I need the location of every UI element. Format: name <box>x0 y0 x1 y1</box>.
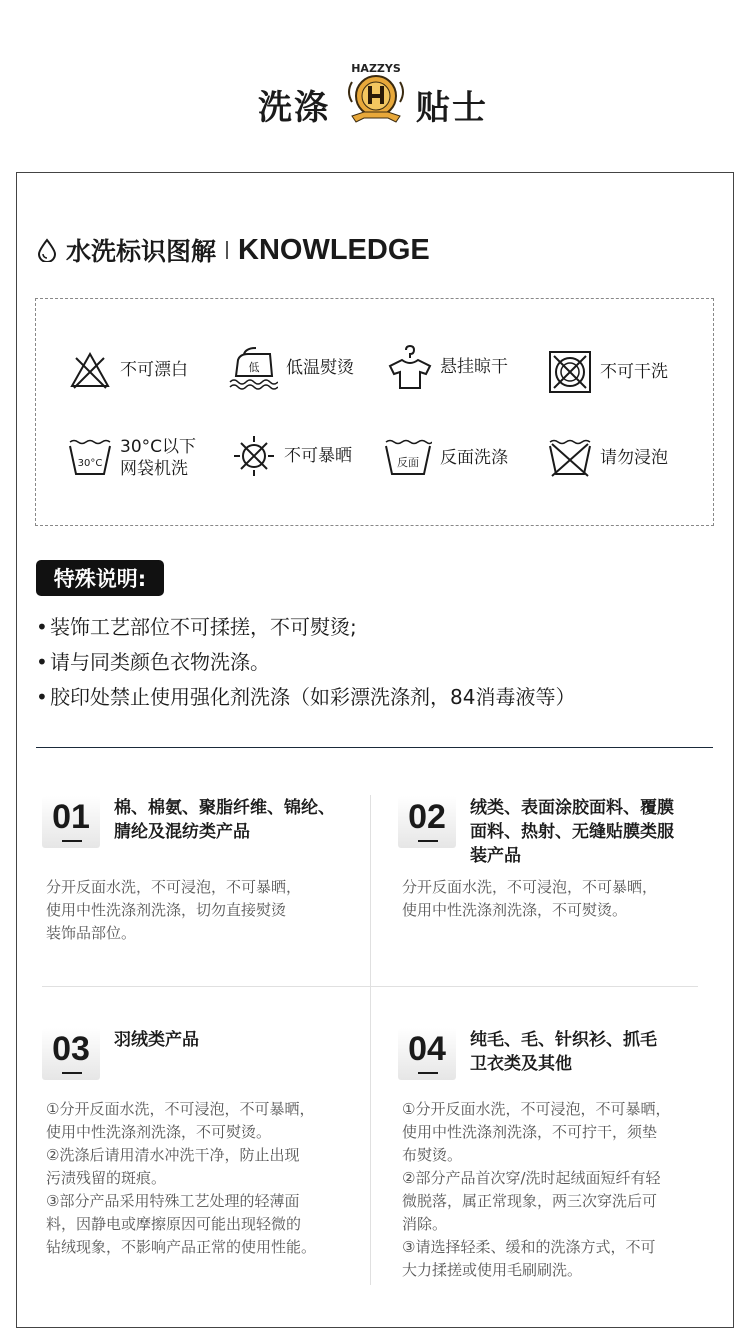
card-body-line: ③请选择轻柔、缓和的洗涤方式，不可 <box>402 1238 656 1256</box>
legend-item-no-soak <box>548 438 668 478</box>
card-number: 04 <box>408 1030 446 1068</box>
card-body-line: 使用中性洗涤剂洗涤，不可拧干，须垫 <box>402 1123 658 1141</box>
grid-horizontal-divider <box>42 986 698 987</box>
section-divider <box>36 747 713 748</box>
no-soak-icon <box>548 438 592 478</box>
card-body-line: 污渍残留的斑痕。 <box>46 1169 167 1187</box>
brand-text: HAZZYS <box>351 62 401 75</box>
special-notes-label: 特殊说明: <box>36 560 164 596</box>
card-body-line: 消除。 <box>402 1215 448 1233</box>
care-card-01 <box>42 796 352 976</box>
card-body-line: 微脱落，属正常现象，两三次穿洗后可 <box>402 1192 658 1210</box>
card-title-line: 面料、热射、无缝贴膜类服 <box>470 822 674 842</box>
legend-item-no-bleach <box>68 350 188 390</box>
section-title <box>36 232 430 268</box>
card-body-line: 装饰品部位。 <box>46 924 137 942</box>
card-body <box>402 1098 702 1282</box>
card-body-line: ②洗涤后请用清水冲洗干净，防止出现 <box>46 1146 300 1164</box>
low-iron-mark: 低 <box>248 361 260 374</box>
special-notes-list <box>36 610 575 715</box>
card-number-badge <box>398 1028 456 1080</box>
card-body-line: 分开反面水洗，不可浸泡，不可暴晒， <box>402 878 658 896</box>
card-body <box>46 1098 346 1259</box>
no-soak-label: 请勿浸泡 <box>600 448 668 468</box>
list-item: • 请与同类颜色衣物洗涤。 <box>36 650 270 674</box>
card-title-line: 纯毛、毛、针织衫、抓毛 <box>470 1030 657 1050</box>
wash-inside-out-icon <box>384 438 432 478</box>
grid-vertical-divider <box>370 795 371 1285</box>
page-header <box>0 0 750 172</box>
iron-low-icon <box>226 346 278 390</box>
card-number: 03 <box>52 1030 90 1068</box>
bullet-text: 胶印处禁止使用强化剂洗涤（如彩漂洗涤剂，84消毒液等） <box>50 685 576 709</box>
card-number-badge <box>42 796 100 848</box>
legend-item-inside-out <box>384 438 508 478</box>
no-sun-label: 不可暴晒 <box>284 446 352 466</box>
card-title-line: 棉、棉氨、聚脂纤维、锦纶、 <box>114 798 335 818</box>
card-title <box>470 1028 710 1076</box>
header-title-right: 贴士 <box>416 88 488 128</box>
inside-out-label: 反面洗涤 <box>440 448 508 468</box>
no-dry-clean-label: 不可干洗 <box>600 362 668 382</box>
inside-out-mark: 反面 <box>397 456 419 469</box>
legend-item-no-sun <box>232 434 352 478</box>
card-title-line: 羽绒类产品 <box>114 1030 199 1050</box>
legend-item-wash-30 <box>68 436 196 480</box>
wash-30-label-line2: 网袋机洗 <box>120 459 188 479</box>
card-body-line: 使用中性洗涤剂洗涤，不可熨烫。 <box>402 901 628 919</box>
card-title <box>114 1028 354 1052</box>
card-body-line: ①分开反面水洗，不可浸泡，不可暴晒， <box>46 1100 315 1118</box>
hazzys-logo <box>338 52 414 132</box>
card-title-line: 腈纶及混纺类产品 <box>114 822 250 842</box>
wash-tub-30-icon <box>68 438 112 478</box>
no-bleach-label: 不可漂白 <box>120 360 188 380</box>
card-title <box>470 796 710 868</box>
card-body-line: 大力揉搓或使用毛刷刷洗。 <box>402 1261 583 1279</box>
care-card-02 <box>398 796 708 976</box>
wash-30-label-line1: 30°C以下 <box>120 437 197 457</box>
title-separator <box>226 241 228 259</box>
card-title-line: 卫衣类及其他 <box>470 1054 572 1074</box>
no-dry-clean-icon <box>548 350 592 394</box>
no-sun-icon <box>232 434 276 478</box>
card-body-line: 使用中性洗涤剂洗涤，切勿直接熨烫 <box>46 901 287 919</box>
card-body <box>46 876 346 945</box>
card-title-line: 装产品 <box>470 846 521 866</box>
list-item: • 装饰工艺部位不可揉搓，不可熨烫; <box>36 615 357 639</box>
section-title-cn: 水洗标识图解 <box>66 237 217 266</box>
card-body-line: 钻绒现象，不影响产品正常的使用性能。 <box>46 1238 317 1256</box>
low-iron-label: 低温熨烫 <box>286 358 354 378</box>
list-item: • 胶印处禁止使用强化剂洗涤（如彩漂洗涤剂，84消毒液等） <box>36 685 576 709</box>
card-body <box>402 876 702 922</box>
card-number: 02 <box>408 798 446 836</box>
card-body-line: 布熨烫。 <box>402 1146 463 1164</box>
bullet-text: 请与同类颜色衣物洗涤。 <box>50 650 270 674</box>
card-title <box>114 796 354 844</box>
card-body-line: ①分开反面水洗，不可浸泡，不可暴晒， <box>402 1100 671 1118</box>
bullet-text: 装饰工艺部位不可揉搓，不可熨烫; <box>50 615 357 639</box>
card-number-badge <box>398 796 456 848</box>
hanging-shirt-icon <box>388 344 432 390</box>
card-number: 01 <box>52 798 90 836</box>
legend-item-low-iron <box>226 346 354 390</box>
wash30-mark: 30°C <box>77 458 103 469</box>
no-bleach-icon <box>68 350 112 390</box>
card-title-line: 绒类、表面涂胶面料、覆膜 <box>470 798 674 818</box>
legend-item-hang-dry <box>388 344 508 390</box>
card-body-line: 分开反面水洗，不可浸泡，不可暴晒， <box>46 878 302 896</box>
wash-30-label <box>120 436 196 480</box>
card-body-line: ③部分产品采用特殊工艺处理的轻薄面 <box>46 1192 300 1210</box>
care-card-04 <box>398 1028 708 1288</box>
water-drop-icon <box>36 238 58 262</box>
header-title-left: 洗涤 <box>258 88 330 128</box>
section-title-en: KNOWLEDGE <box>238 233 430 266</box>
hang-dry-label: 悬挂晾干 <box>440 357 508 377</box>
legend-item-no-dry-clean <box>548 350 668 394</box>
care-symbol-legend <box>35 298 714 526</box>
card-body-line: 料，因静电或摩擦原因可能出现轻微的 <box>46 1215 302 1233</box>
care-card-03 <box>42 1028 352 1278</box>
card-body-line: 使用中性洗涤剂洗涤，不可熨烫。 <box>46 1123 272 1141</box>
card-number-badge <box>42 1028 100 1080</box>
card-body-line: ②部分产品首次穿/洗时起绒面短纤有轻 <box>402 1169 661 1187</box>
